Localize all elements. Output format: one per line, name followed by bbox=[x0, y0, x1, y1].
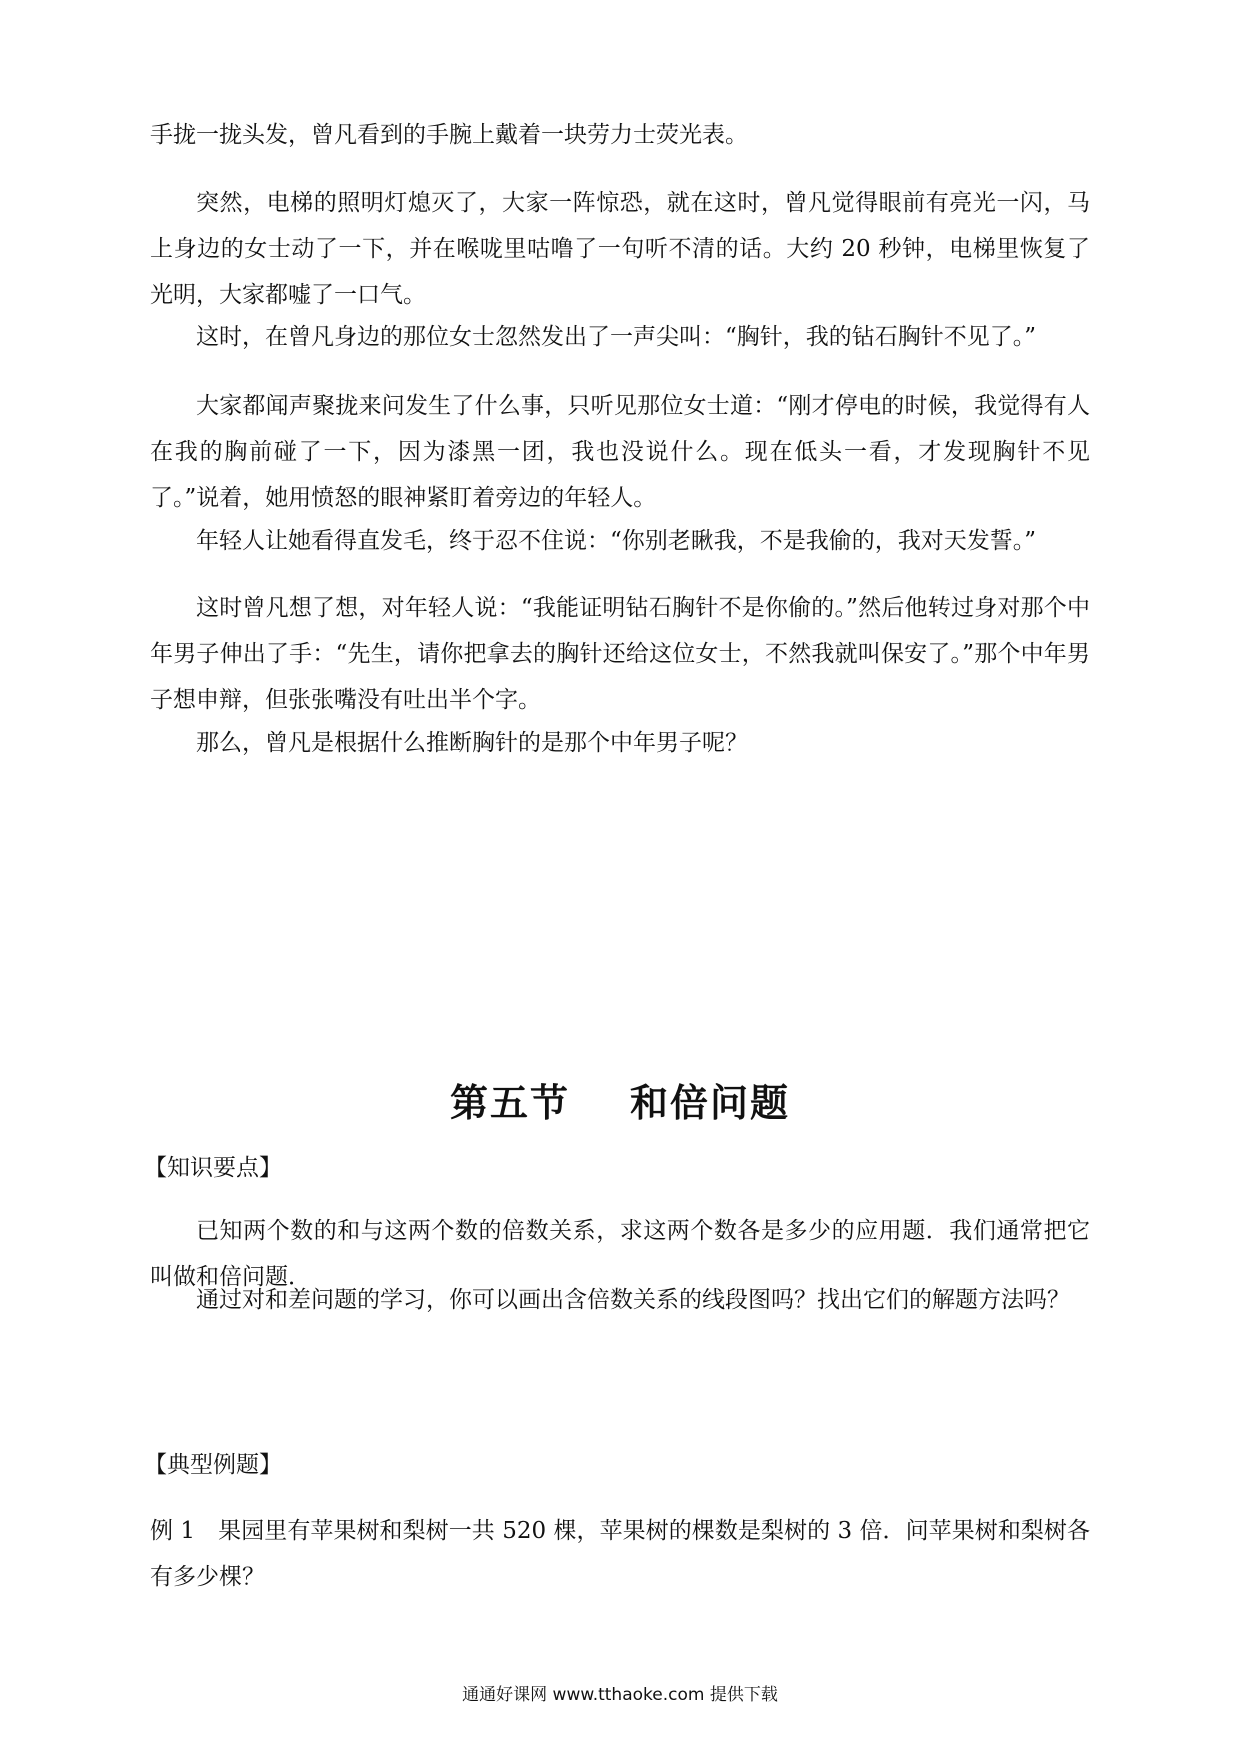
section-number: 第五节 bbox=[449, 1081, 570, 1125]
knowledge-heading: 【知识要点】 bbox=[144, 1155, 282, 1181]
story-paragraph: 年轻人让她看得直发毛，终于忍不住说：“你别老瞅我，不是我偷的，我对天发誓。” bbox=[196, 528, 1037, 554]
story-paragraph: 手拢一拢头发，曾凡看到的手腕上戴着一块劳力士荧光表。 bbox=[150, 122, 748, 148]
story-paragraph: 这时，在曾凡身边的那位女士忽然发出了一声尖叫：“胸针，我的钻石胸针不见了。” bbox=[196, 324, 1037, 350]
story-question: 那么，曾凡是根据什么推断胸针的是那个中年男子呢？ bbox=[196, 730, 748, 756]
knowledge-paragraph: 通过对和差问题的学习，你可以画出含倍数关系的线段图吗？找出它们的解题方法吗？ bbox=[196, 1287, 1070, 1313]
story-paragraph: 大家都闻声聚拢来问发生了什么事，只听见那位女士道：“刚才停电的时候，我觉得有人在我的胸前碰了一下，因为漆黑一团，我也没说什么。现在低头一看，才发现胸针不见了。”说着，她用愤怒的眼神紧盯着旁边的年轻人。 bbox=[150, 393, 1090, 511]
section-topic: 和倍问题 bbox=[630, 1081, 791, 1125]
examples-heading: 【典型例题】 bbox=[144, 1452, 282, 1478]
page-footer: 通通好课网 www.tthaoke.com 提供下载 bbox=[462, 1685, 778, 1705]
example-1: 例 1 果园里有苹果树和梨树一共 520 棵，苹果树的棵数是梨树的 3 倍．问苹果树和梨树各有多少棵？ bbox=[150, 1518, 1090, 1590]
story-paragraph: 这时曾凡想了想，对年轻人说：“我能证明钻石胸针不是你偷的。”然后他转过身对那个中年男子伸出了手：“先生，请你把拿去的胸针还给这位女士，不然我就叫保安了。”那个中年男子想申辩，但张张嘴没有吐出半个字。 bbox=[150, 595, 1090, 713]
story-paragraph: 突然，电梯的照明灯熄灭了，大家一阵惊恐，就在这时，曾凡觉得眼前有亮光一闪，马上身边的女士动了一下，并在喉咙里咕噜了一句听不清的话。大约 20 秒钟，电梯里恢复了光明，大家都嘘了一口气。 bbox=[150, 190, 1090, 308]
section-title bbox=[0, 1072, 1240, 1127]
knowledge-paragraph: 已知两个数的和与这两个数的倍数关系，求这两个数各是多少的应用题．我们通常把它叫做和倍问题． bbox=[150, 1218, 1090, 1290]
